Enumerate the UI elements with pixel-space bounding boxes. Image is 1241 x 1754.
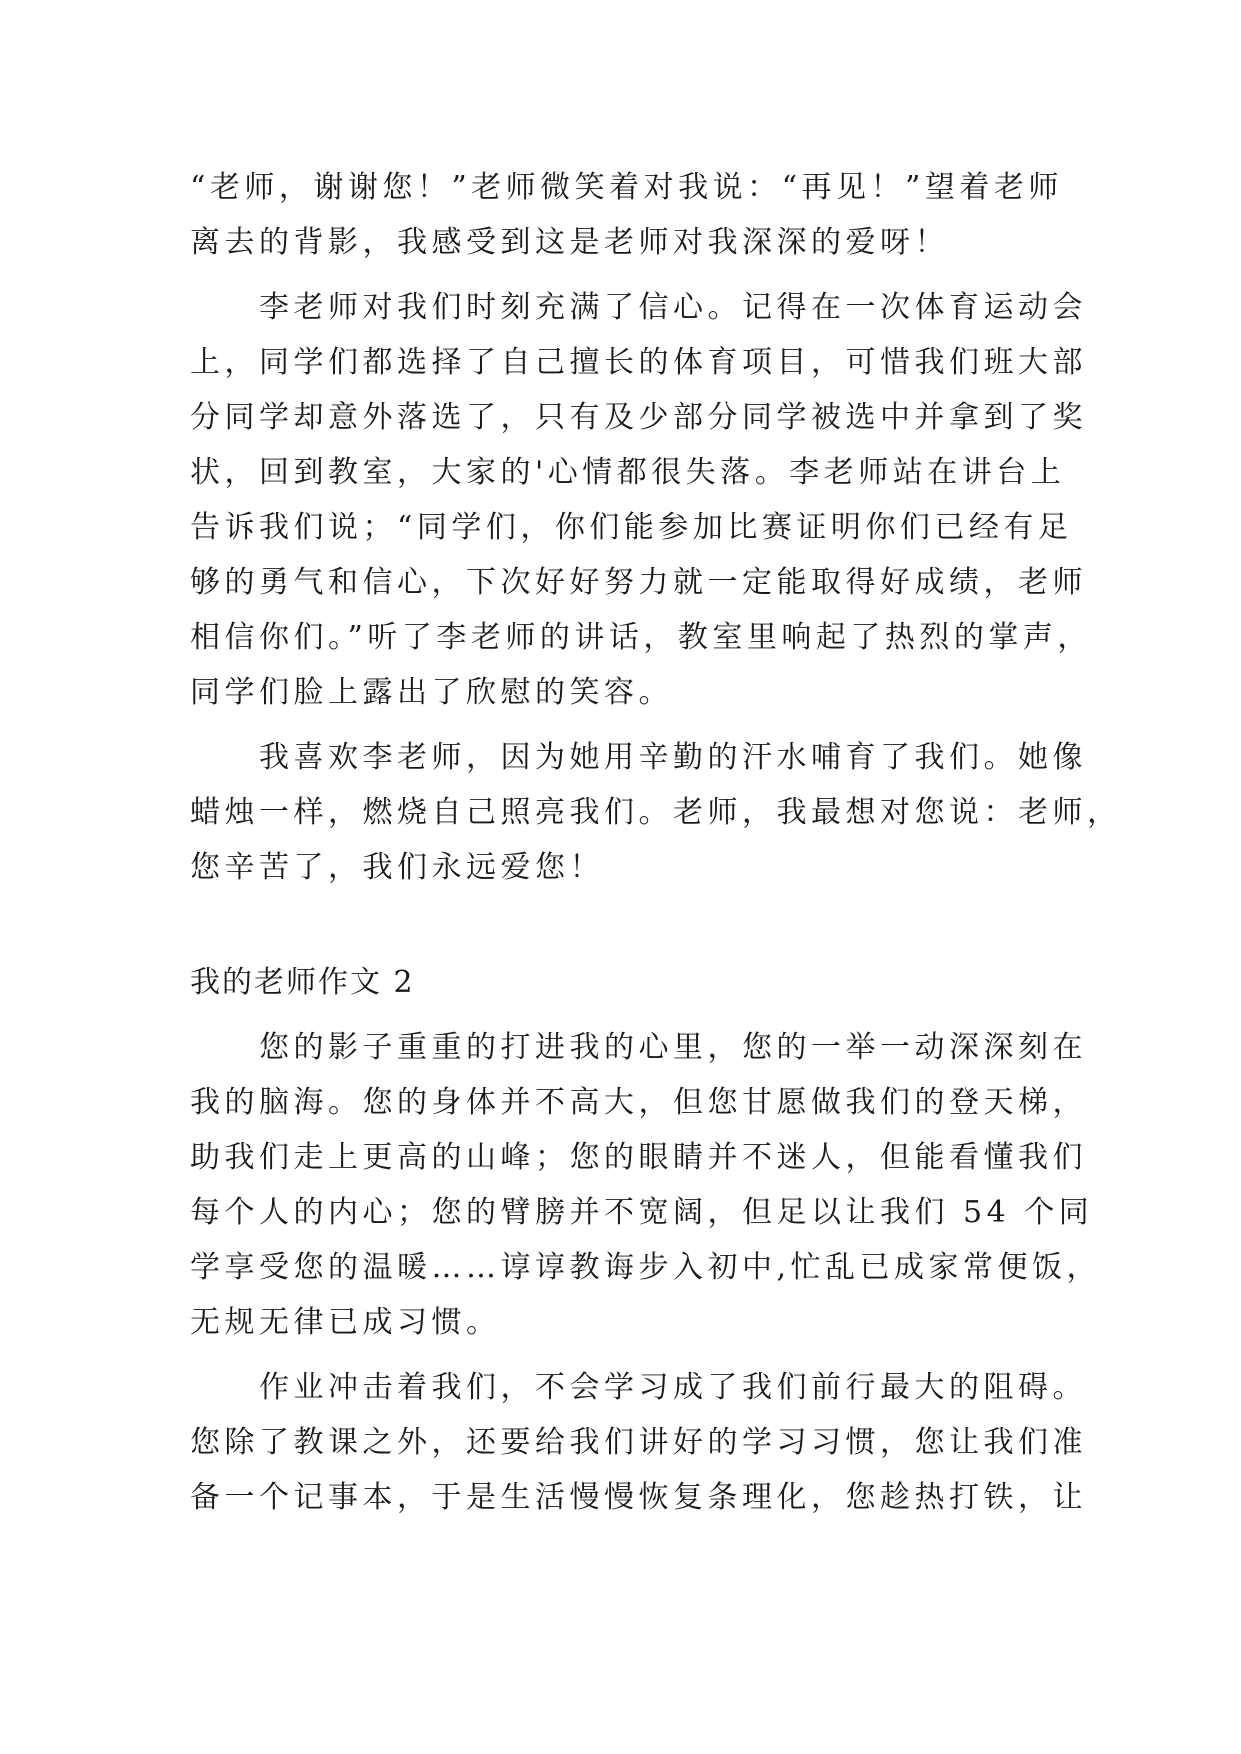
text-line: “老师，谢谢您！”老师微笑着对我说：“再见！”望着老师 (190, 170, 1063, 205)
text-line: 蜡烛一样，燃烧自己照亮我们。老师，我最想对您说：老师， (190, 795, 1122, 830)
text-line: 备一个记事本，于是生活慢慢恢复条理化，您趁热打铁，让 (190, 1480, 1087, 1515)
text-line: 助我们走上更高的山峰；您的眼睛并不迷人，但能看懂我们 (190, 1140, 1087, 1175)
text-line: 我喜欢李老师，因为她用辛勤的汗水哺育了我们。她像 (190, 740, 1087, 775)
text-line: 离去的背影，我感受到这是老师对我深深的爱呀！ (190, 225, 949, 260)
text-line: 学享受您的温暖……谆谆教诲步入初中,忙乱已成家常便饭， (190, 1250, 1102, 1285)
text-line: 您的影子重重的打进我的心里，您的一举一动深深刻在 (190, 1030, 1087, 1065)
section-heading (190, 955, 1070, 1010)
heading-text: 我的老师作文 2 (190, 965, 415, 1000)
text-line: 您除了教课之外，还要给我们讲好的学习习惯，您让我们准 (190, 1425, 1087, 1460)
paragraph (190, 160, 1070, 270)
text-line: 您辛苦了，我们永远爱您！ (190, 850, 604, 885)
paragraph (190, 1360, 1087, 1525)
text-line: 作业冲击着我们，不会学习成了我们前行最大的阻碍。 (190, 1370, 1087, 1405)
text-line: 上，同学们都选择了自己擅长的体育项目，可惜我们班大部 (190, 345, 1087, 380)
text-line: 够的勇气和信心，下次好好努力就一定能取得好成绩，老师 (190, 565, 1087, 600)
text-line: 分同学却意外落选了，只有及少部分同学被选中并拿到了奖 (190, 400, 1087, 435)
text-line: 状，回到教室，大家的'心情都很失落。李老师站在讲台上 (190, 455, 1066, 490)
text-line: 无规无律已成习惯。 (190, 1305, 501, 1340)
document-body (190, 160, 1122, 1525)
text-line: 每个人的内心；您的臂膀并不宽阔，但足以让我们 54 个同 (190, 1195, 1094, 1230)
paragraph (190, 280, 1092, 720)
text-line: 李老师对我们时刻充满了信心。记得在一次体育运动会 (190, 290, 1087, 325)
text-line: 相信你们。”听了李老师的讲话，教室里响起了热烈的掌声， (190, 620, 1092, 655)
text-line: 我的脑海。您的身体并不高大，但您甘愿做我们的登天梯， (190, 1085, 1087, 1120)
paragraph (190, 730, 1122, 895)
text-line: 同学们脸上露出了欣慰的笑容。 (190, 675, 673, 710)
text-line: 告诉我们说；“同学们，你们能参加比赛证明你们已经有足 (190, 510, 1073, 545)
paragraph (190, 1020, 1102, 1350)
